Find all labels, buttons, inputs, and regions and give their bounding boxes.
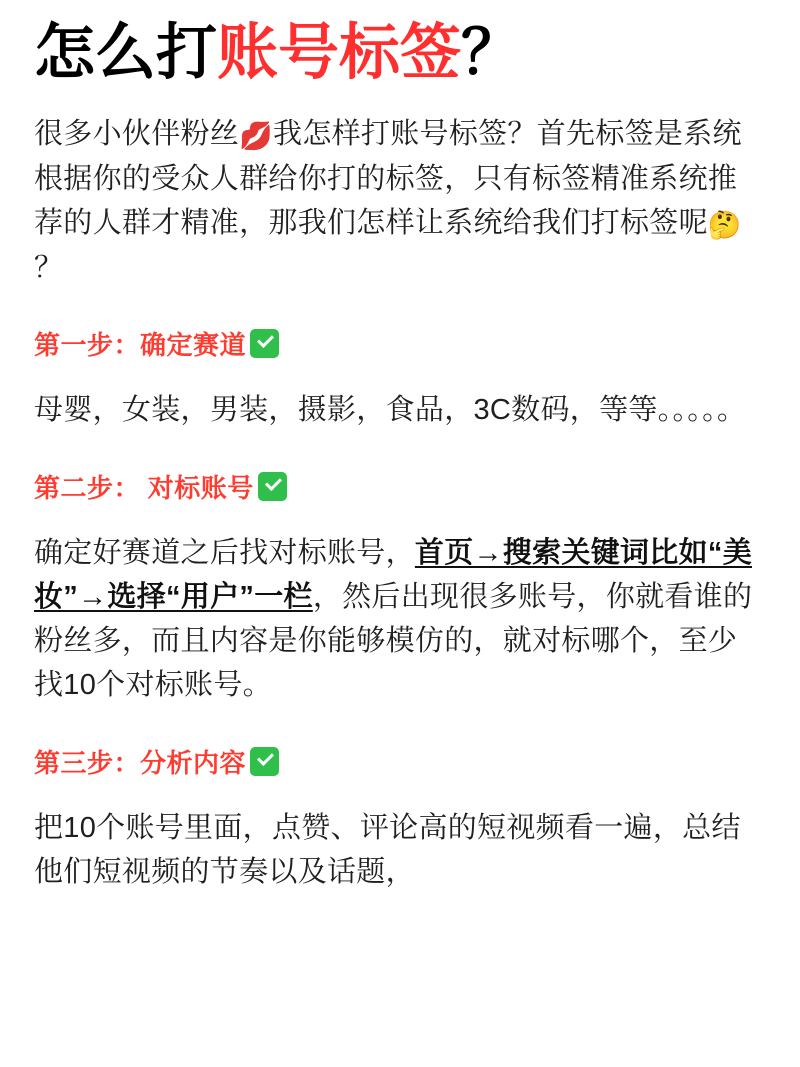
green-check-icon xyxy=(250,329,279,358)
page-title-part-3: ？ xyxy=(461,18,523,86)
page-title-part-1: 怎么打 xyxy=(34,18,218,86)
step-3-body: 把10个账号里面，点赞、评论高的短视频看一遍，总结他们短视频的节奏以及话题， xyxy=(34,811,741,888)
step-1-heading xyxy=(34,325,766,362)
intro-paragraph xyxy=(34,112,766,290)
intro-text-middle: 我怎样打账号标签？首先标签是系统根据你的受众人群给你打的标签，只有标签精准系统推荐的人群才精准，那我们怎样让系统给我们打标签呢 xyxy=(34,118,742,240)
step-2-body xyxy=(34,531,766,707)
lips-emoji-icon: 💋 xyxy=(239,121,274,152)
step-2-body-before: 确定好赛道之后找对标账号， xyxy=(34,536,415,569)
intro-text-before: 很多小伙伴粉丝 xyxy=(34,118,240,151)
green-check-icon xyxy=(250,747,279,776)
page-title-highlight: 账号标签 xyxy=(217,18,462,86)
step-2-body-emphasis: 首页→搜索关键词比如“美妆”→选择“用户”一栏 xyxy=(34,536,753,613)
thinking-face-emoji-icon: 🤔 xyxy=(707,210,742,241)
step-3-heading xyxy=(34,743,766,780)
page-title xyxy=(34,18,766,86)
step-3-heading-label: 第三步：分析内容 xyxy=(34,747,247,778)
green-check-icon xyxy=(258,472,287,501)
step-2-body-after: ，然后出现很多账号，你就看谁的粉丝多，而且内容是你能够模仿的，就对标哪个，至少找10个对标账号。 xyxy=(34,580,753,701)
step-2-heading-label: 第二步： 对标账号 xyxy=(34,472,254,503)
intro-text-after: ？ xyxy=(34,252,64,285)
step-2-heading xyxy=(34,468,766,505)
step-1-body: 母婴，女装，男装，摄影，食品，3C数码，等等。。。。。 xyxy=(34,393,747,426)
step-1-heading-label: 第一步：确定赛道 xyxy=(34,329,247,360)
